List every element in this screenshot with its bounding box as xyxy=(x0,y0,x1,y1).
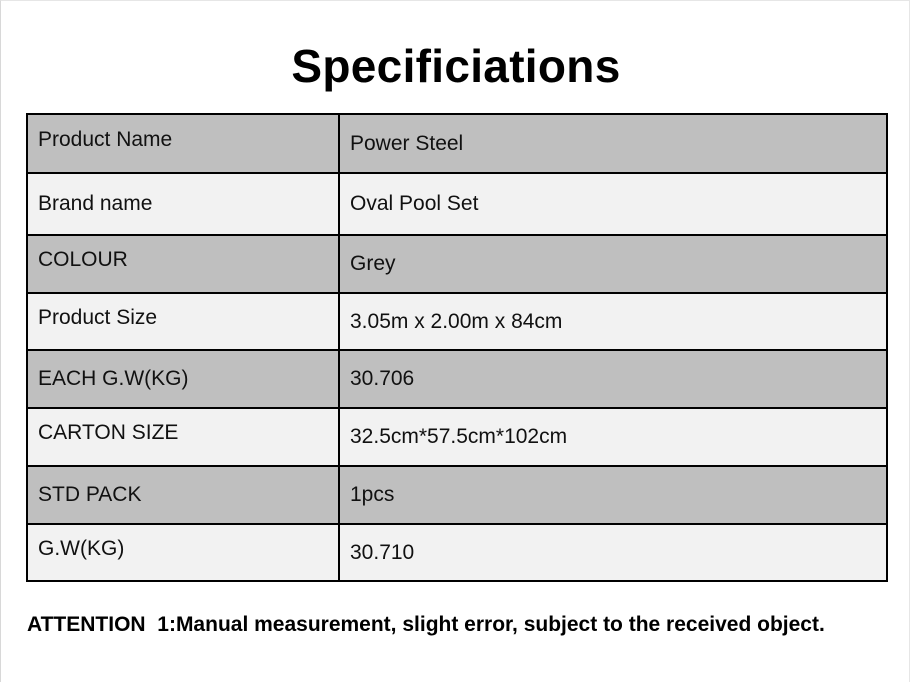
table-row xyxy=(27,114,887,173)
row-value: 3.05m x 2.00m x 84cm xyxy=(339,293,887,350)
row-value: Oval Pool Set xyxy=(339,173,887,235)
row-label-text: Product Name xyxy=(38,127,173,151)
row-label-text: COLOUR xyxy=(38,248,128,271)
row-label: STD PACK xyxy=(27,466,339,524)
row-value: 32.5cm*57.5cm*102cm xyxy=(339,408,887,466)
table-row xyxy=(27,173,887,235)
table-row xyxy=(27,408,887,466)
table-row xyxy=(27,350,887,408)
row-value: 30.706 xyxy=(339,350,887,408)
row-label xyxy=(27,524,339,581)
row-label xyxy=(27,235,339,293)
table-row xyxy=(27,524,887,581)
row-label: Brand name xyxy=(27,173,339,235)
attention-note: ATTENTION 1:Manual measurement, slight error, subject to the received object. xyxy=(27,613,825,636)
page-title: Specificiations xyxy=(291,40,621,92)
specifications-table xyxy=(26,113,888,582)
row-value: Power Steel xyxy=(339,114,887,173)
table-row xyxy=(27,293,887,350)
row-label xyxy=(27,293,339,350)
row-label-text: G.W(KG) xyxy=(38,536,125,560)
row-label-text: Product Size xyxy=(38,305,158,329)
row-label xyxy=(27,114,339,173)
table-row xyxy=(27,235,887,293)
table-row xyxy=(27,466,887,524)
row-label-text: CARTON SIZE xyxy=(38,421,179,444)
row-label xyxy=(27,408,339,466)
row-value: 1pcs xyxy=(339,466,887,524)
row-label: EACH G.W(KG) xyxy=(27,350,339,408)
row-value: 30.710 xyxy=(339,524,887,581)
row-value: Grey xyxy=(339,235,887,293)
